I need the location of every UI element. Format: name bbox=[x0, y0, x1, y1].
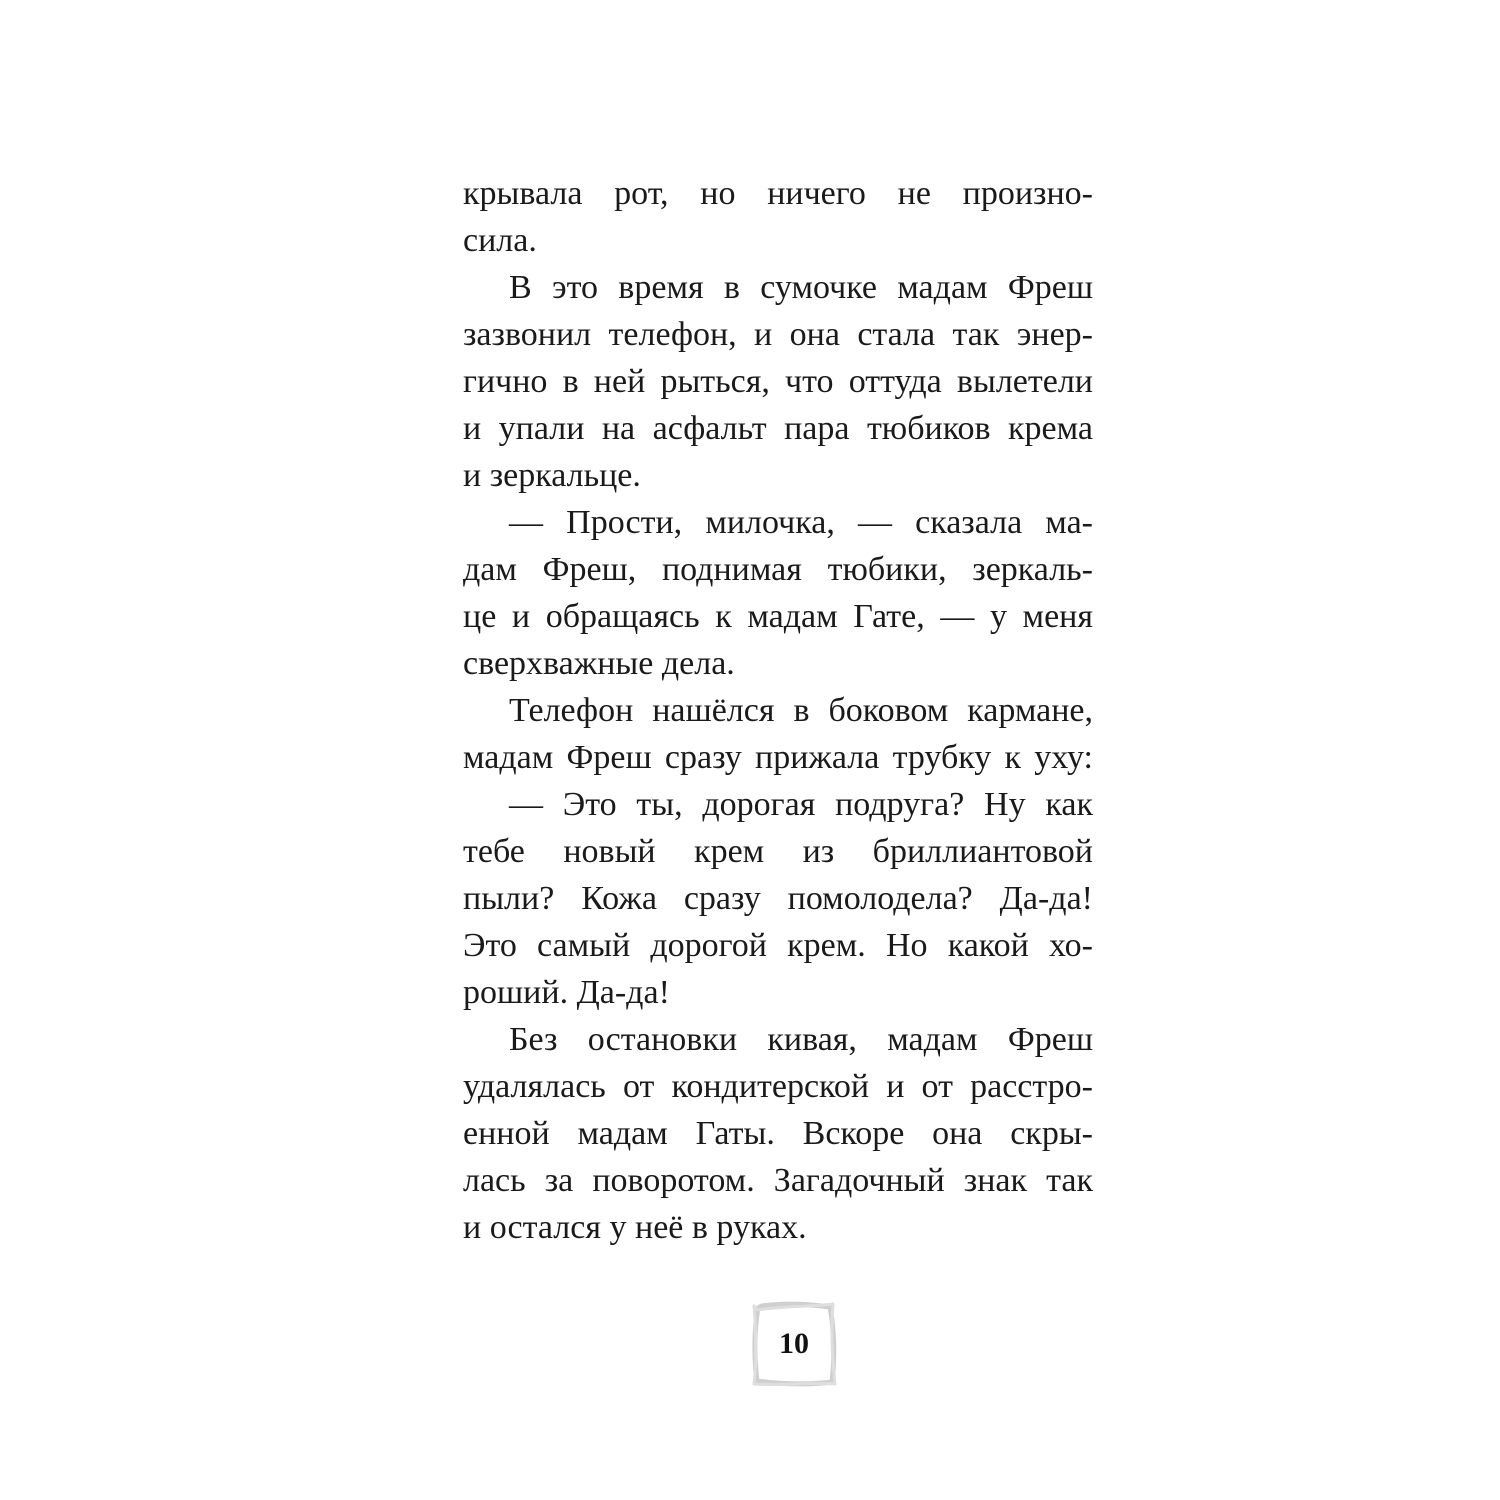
page-number-frame bbox=[748, 1298, 840, 1390]
text-line: крывала рот, но ничего не произно- bbox=[463, 175, 1093, 212]
body-text bbox=[463, 170, 1093, 1251]
text-line: В это время в сумочке мадам Фреш bbox=[509, 269, 1093, 306]
text-line: удалялась от кондитерской и от расстро- bbox=[463, 1068, 1093, 1105]
text-line: дам Фреш, поднимая тюбики, зеркаль- bbox=[463, 551, 1093, 588]
text-line: сила. bbox=[463, 222, 537, 259]
text-line: сверхважные дела. bbox=[463, 645, 735, 682]
text-line: лась за поворотом. Загадочный знак так bbox=[463, 1162, 1093, 1199]
text-line: пыли? Кожа сразу помолодела? Да-да! bbox=[463, 880, 1093, 917]
text-line: и остался у неё в руках. bbox=[463, 1209, 807, 1246]
text-line: зазвонил телефон, и она стала так энер- bbox=[463, 316, 1093, 353]
page-number: 10 bbox=[779, 1327, 809, 1360]
text-line: мадам Фреш сразу прижала трубку к уху: bbox=[463, 739, 1093, 776]
text-line: и зеркальце. bbox=[463, 457, 641, 494]
text-line: Это самый дорогой крем. Но какой хо- bbox=[463, 927, 1093, 964]
text-line: тебе новый крем из бриллиантовой bbox=[463, 833, 1093, 870]
text-line: це и обращаясь к мадам Гате, — у меня bbox=[463, 598, 1093, 635]
text-line: — Это ты, дорогая подруга? Ну как bbox=[509, 786, 1093, 823]
text-line: Телефон нашёлся в боковом кармане, bbox=[509, 692, 1093, 729]
text-line: роший. Да-да! bbox=[463, 974, 670, 1011]
text-line: енной мадам Гаты. Вскоре она скры- bbox=[463, 1115, 1093, 1152]
text-line: — Прости, милочка, — сказала ма- bbox=[509, 504, 1093, 541]
text-line: Без остановки кивая, мадам Фреш bbox=[509, 1021, 1093, 1058]
text-line: и упали на асфальт пара тюбиков крема bbox=[463, 410, 1093, 447]
text-line: гично в ней рыться, что оттуда вылетели bbox=[463, 363, 1093, 400]
